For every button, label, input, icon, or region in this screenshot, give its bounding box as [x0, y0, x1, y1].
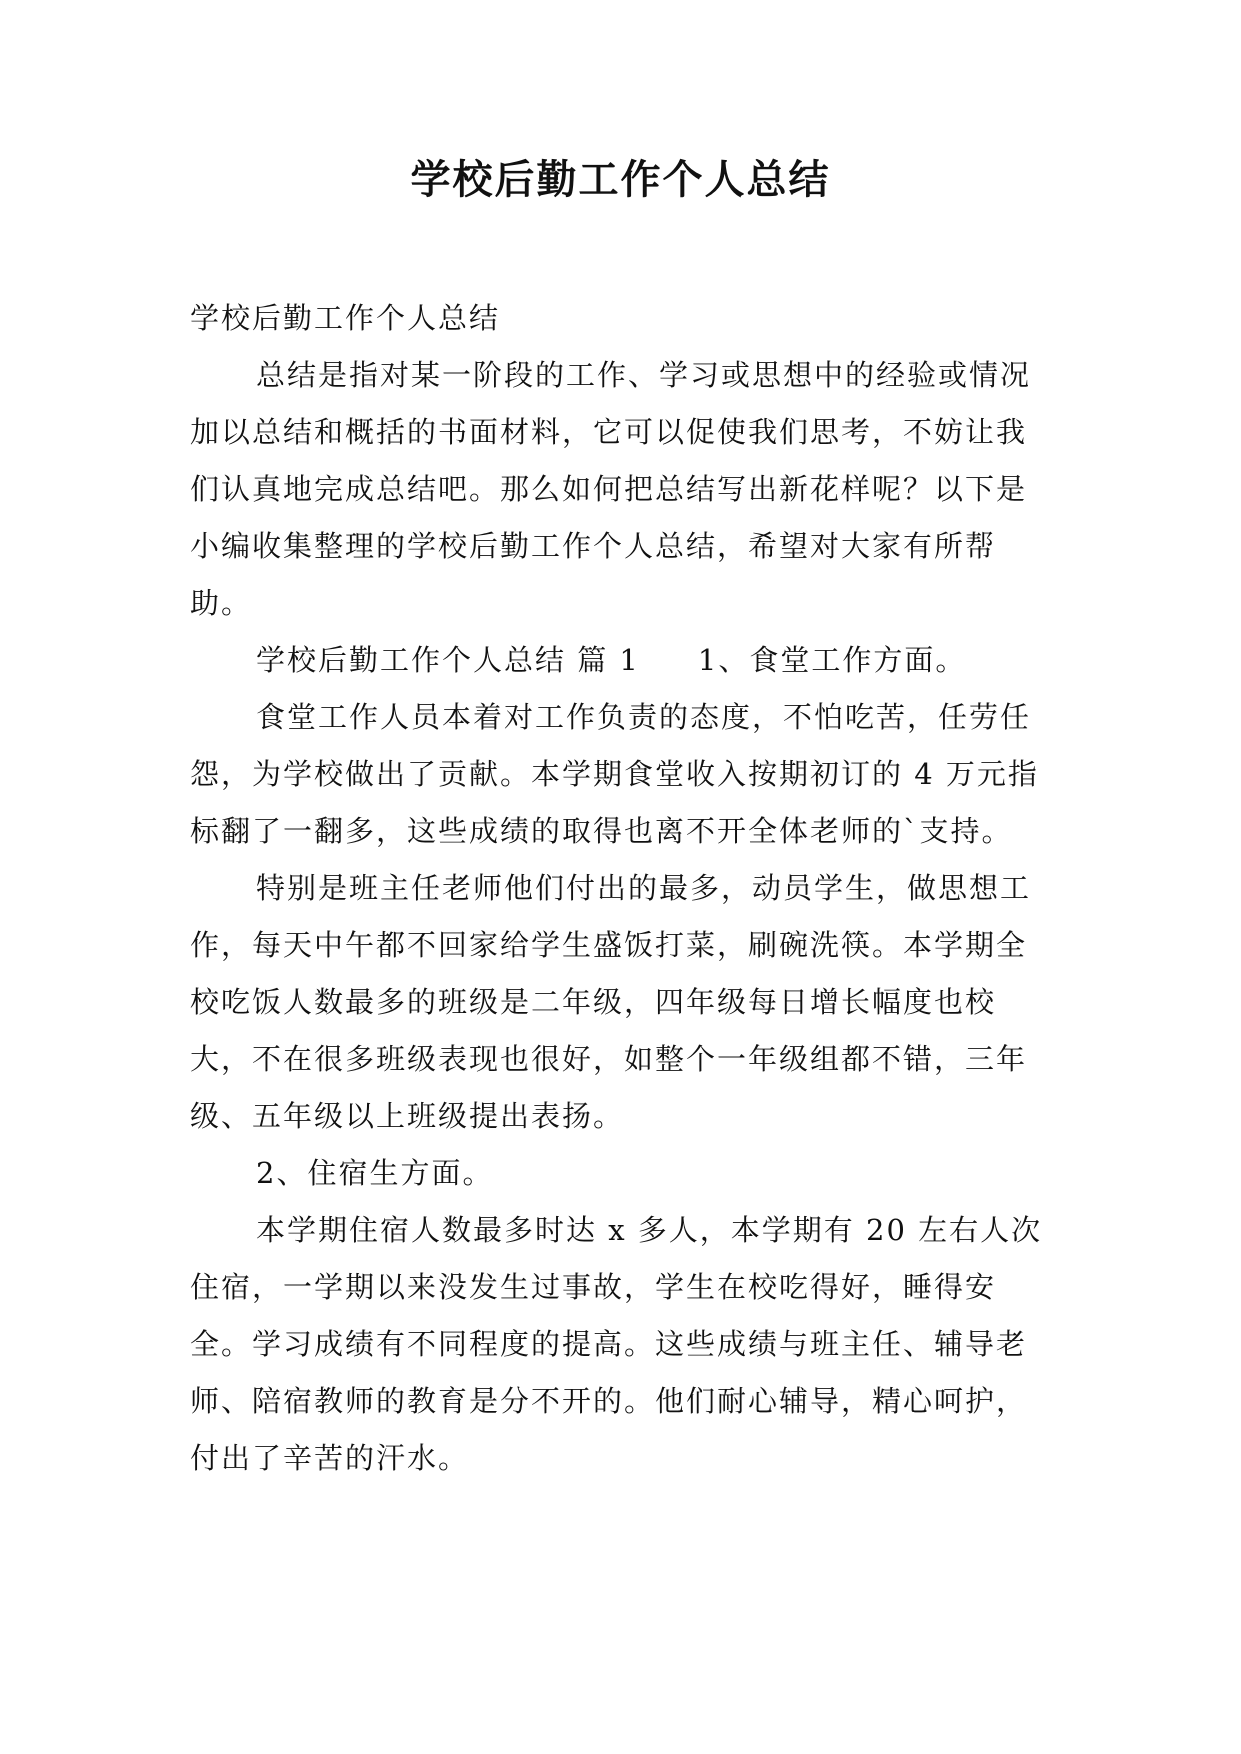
section-item-heading: 1、食堂工作方面。 — [697, 643, 967, 677]
teacher-paragraph: 特别是班主任老师他们付出的最多，动员学生，做思想工作，每天中午都不回家给学生盛饭打菜，刷碗洗筷。本学期全校吃饭人数最多的班级是二年级，四年级每日增长幅度也校大，不在很多班级表现也很好，如整个一年级组都不错，三年级、五年级以上班级提出表扬。 — [190, 871, 1032, 1133]
canteen-paragraph: 食堂工作人员本着对工作负责的态度，不怕吃苦，任劳任怨，为学校做出了贡献。本学期食堂收入按期初订的 4 万元指标翻了一翻多，这些成绩的取得也离不开全体老师的`支持。 — [190, 700, 1039, 848]
section-heading-line — [190, 632, 1052, 689]
subtitle-paragraph: 学校后勤工作个人总结 — [190, 301, 501, 335]
document-title: 学校后勤工作个人总结 — [410, 157, 831, 203]
section-title: 学校后勤工作个人总结 篇 1 — [256, 643, 640, 677]
boarding-paragraph: 本学期住宿人数最多时达 x 多人，本学期有 20 左右人次住宿，一学期以来没发生过事故，学生在校吃得好，睡得安全。学习成绩有不同程度的提高。这些成绩与班主任、辅导老师、陪宿教师的教育是分不开的。他们耐心辅导，精心呵护，付出了辛苦的汗水。 — [190, 1213, 1043, 1475]
document-body — [190, 290, 1052, 1487]
intro-paragraph: 总结是指对某一阶段的工作、学习或思想中的经验或情况加以总结和概括的书面材料，它可以促使我们思考，不妨让我们认真地完成总结吧。那么如何把总结写出新花样呢？以下是小编收集整理的学校后勤工作个人总结，希望对大家有所帮助。 — [190, 358, 1032, 620]
boarding-heading: 2、住宿生方面。 — [256, 1156, 494, 1190]
